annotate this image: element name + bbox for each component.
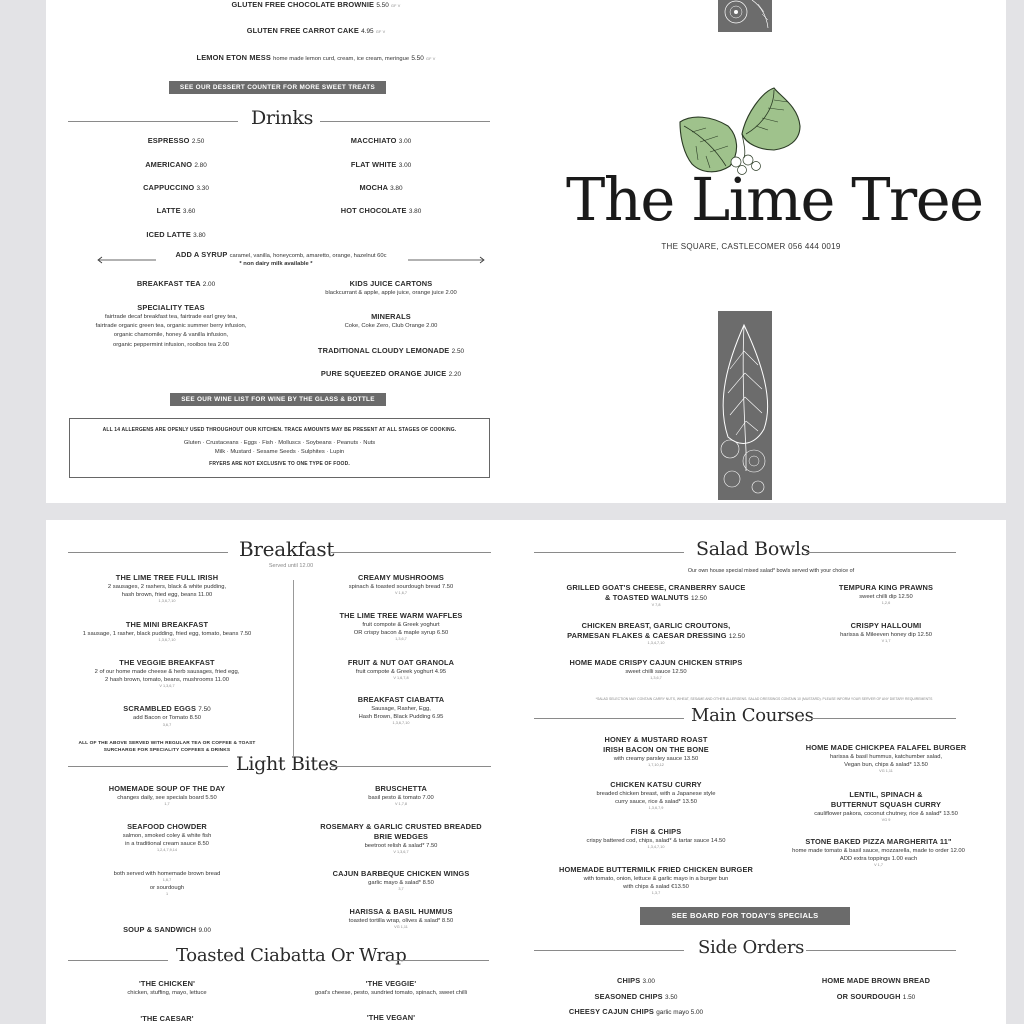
divider [68, 766, 228, 767]
menu-page-bottom [46, 520, 1006, 1024]
menu-item: ROSEMARY & GARLIC CRUSTED BREADED BRIE WEDGES beetroot relish & salad* 7.50 V 1,3,6,7 [320, 822, 482, 854]
drink-item: FLAT WHITE 3.00 [350, 160, 412, 169]
menu-item: SCRAMBLED EGGS 7.50 add Bacon or Tomato 8.50 3,6,7 [123, 704, 211, 727]
syrup-item: ADD A SYRUP caramel, vanilla, honeycomb, amaretto, orange, hazelnut 60c [175, 250, 387, 259]
section-title-ciabatta: Toasted Ciabatta Or Wrap [176, 945, 407, 966]
drink-item: ESPRESSO 2.50 [147, 136, 205, 145]
section-title-breakfast: Breakfast [239, 537, 335, 561]
section-title-salad-bowls: Salad Bowls [696, 538, 811, 560]
menu-item: HOMEMADE BUTTERMILK FRIED CHICKEN BURGER with tomato, onion, lettuce & garlic mayo in a burger bun with chips & salad €13.50 1,3,7 [558, 865, 754, 896]
drink-desc: organic peppermint infusion, rooibos tea 2.00 [112, 342, 229, 348]
menu-item: 'THE CHICKEN' chicken, stuffing, mayo, lettuce [127, 979, 207, 996]
divider [68, 552, 228, 553]
menu-item: HOME MADE CHICKPEA FALAFEL BURGER harissa & basil hummus, katchumber salad, Vegan bun, chips & salad* 13.50 VG 1,11 [805, 743, 967, 774]
menu-item: BREAKFAST CIABATTA Sausage, Rasher, Egg, Hash Brown, Black Pudding 6.95 1,3,6,7,10 [357, 695, 445, 726]
leaf-pattern-block-bottom [718, 311, 772, 500]
menu-item: GRILLED GOAT'S CHEESE, CRANBERRY SAUCE & TOASTED WALNUTS 12.50 V 7,8 [566, 583, 746, 608]
menu-item: STONE BAKED PIZZA MARGHERITA 11" home made tomato & basil sauce, mozzarella, made to order 12.00 ADD extra toppings 1.00 each V 1,7 [792, 837, 965, 868]
divider [68, 121, 238, 122]
menu-item: SEAFOOD CHOWDER salmon, smoked coley & white fish in a traditional cream sauce 8.50 1,2,4,7,9,14 [122, 822, 212, 853]
divider [320, 121, 490, 122]
brand-address: THE SQUARE, CASTLECOMER 056 444 0019 [661, 242, 841, 251]
divider [331, 552, 491, 553]
menu-item: 'THE CAESAR' [140, 1014, 194, 1023]
drink-item: MINERALS [371, 312, 411, 321]
menu-item: THE LIME TREE WARM WAFFLES fruit compote & Greek yoghurt OR crispy bacon & maple syrup 6.50 1,3,6,7 [339, 611, 463, 642]
wine-list-banner: SEE OUR WINE LIST FOR WINE BY THE GLASS & BOTTLE [170, 393, 386, 406]
menu-item: LENTIL, SPINACH & BUTTERNUT SQUASH CURRY cauliflower pakora, coconut chutney, rice & salad* 13.50 VG 9 [814, 790, 958, 822]
drink-item: MACCHIATO 3.00 [350, 136, 412, 145]
menu-item: GLUTEN FREE CARROT CAKE 4.95 GF V [246, 26, 386, 35]
menu-item: THE VEGGIE BREAKFAST 2 of our home made cheese & herb sausages, fried egg, 2 hash brown, tomato, beans, mushrooms 11.00 V 1,3,6,7 [94, 658, 240, 689]
section-title-main-courses: Main Courses [691, 705, 814, 726]
divider [534, 950, 684, 951]
menu-item: CREAMY MUSHROOMS spinach & toasted sourdough bread 7.50 V 1,6,7 [348, 573, 454, 595]
menu-item: 'THE VEGGIE' goat's cheese, pesto, sundried tomato, spinach, sweet chilli [314, 979, 468, 996]
menu-item: FRUIT & NUT OAT GRANOLA fruit compote & Greek yoghurt 4.95 V 1,6,7,8 [347, 658, 455, 680]
drink-item: MOCHA 3.80 [359, 183, 403, 192]
divider [534, 552, 684, 553]
menu-item: GLUTEN FREE CHOCOLATE BROWNIE 5.50 GF V [231, 0, 401, 9]
menu-item: HOMEMADE SOUP OF THE DAY changes daily, see specials board 5.50 1,7 [108, 784, 226, 806]
menu-item: LEMON ETON MESS home made lemon curd, cream, ice cream, meringue 5.50 GF V [196, 53, 436, 62]
salad-footnote: *SALAD SELECTION MAY CONTAIN CARRY NUTS, WHEAT, SESAME AND OTHER ALLERGENS. SALAD DRESSINGS CONTAIN 10 (MUSTARD). PLEASE INFORM YOUR SERVER OF ANY DIETARY REQUIREMENTS [595, 697, 933, 701]
menu-item: FISH & CHIPS crispy battered cod, chips, salad* & tartar sauce 14.50 1,3,4,7,10 [586, 827, 726, 849]
column-divider [293, 580, 294, 756]
drink-item: TRADITIONAL CLOUDY LEMONADE 2.50 [317, 346, 465, 355]
menu-item: both served with homemade brown bread 1,6,7 or sourdough 1 [113, 871, 221, 896]
non-dairy-note: * non dairy milk available * [239, 261, 313, 267]
drink-desc: fairtrade organic green tea, organic summer berry infusion, [95, 323, 247, 329]
allergen-line: ALL 14 ALLERGENS ARE OPENLY USED THROUGHOUT OUR KITCHEN. TRACE AMOUNTS MAY BE PRESENT AT ALL STAGES OF COOKING. [102, 427, 457, 433]
section-title-drinks: Drinks [251, 107, 314, 129]
menu-item: CRISPY HALLOUMI harissa & Mileeven honey dip 12.50 V 1,7 [840, 621, 932, 643]
brand-name: The Lime Tree [566, 165, 983, 234]
drink-item: HOT CHOCOLATE 3.80 [340, 206, 422, 215]
salad-intro: Our own house special mixed salad* bowls served with your choice of [687, 568, 855, 574]
drink-item: AMERICANO 2.80 [145, 160, 207, 169]
menu-item: HOME MADE CRISPY CAJUN CHICKEN STRIPS sweet chilli sauce 12.50 1,3,6,7 [569, 658, 743, 680]
specials-banner: SEE BOARD FOR TODAY'S SPECIALS [640, 907, 850, 925]
menu-item: CHICKEN BREAST, GARLIC CROUTONS, PARMESAN FLAKES & CAESAR DRESSING 12.50 1,3,4,7,10 [567, 621, 745, 646]
allergen-notice [69, 418, 490, 478]
menu-item: TEMPURA KING PRAWNS sweet chilli dip 12.50 1,2,6 [838, 583, 934, 605]
menu-item: OR SOURDOUGH 1.50 [836, 992, 916, 1001]
menu-item: 'THE VEGAN' [366, 1013, 416, 1022]
drink-desc: blackcurrant & apple, apple juice, orange juice 2.00 [325, 290, 457, 296]
allergen-line: Milk · Mustard · Sesame Seeds · Sulphites · Lupin [214, 449, 345, 455]
menu-item: HOME MADE BROWN BREAD [821, 976, 931, 985]
arrow-right-icon [408, 251, 486, 259]
menu-item: THE LIME TREE FULL IRISH 2 sausages, 2 rashers, black & white pudding, hash brown, fried egg, beans 11.00 1,3,6,7,10 [107, 573, 227, 604]
divider [331, 766, 491, 767]
drink-desc: Coke, Coke Zero, Club Orange 2.00 [344, 323, 438, 329]
section-title-light-bites: Light Bites [236, 753, 339, 775]
leaf-pattern-block-top [718, 0, 772, 32]
menu-item: SEASONED CHIPS 3.50 [594, 992, 678, 1001]
menu-item: CHIPS 3.00 [616, 976, 655, 985]
drink-item: CAPPUCCINO 3.30 [143, 183, 209, 192]
drink-item: LATTE 3.60 [156, 206, 196, 215]
menu-item: THE MINI BREAKFAST 1 sausage, 1 rasher, black pudding, fried egg, tomato, beans 7.50 1,3,6,7,10 [82, 620, 252, 642]
menu-page-top [46, 0, 1006, 503]
drink-item: ICED LATTE 3.80 [146, 230, 206, 239]
drink-item: PURE SQUEEZED ORANGE JUICE 2.20 [320, 369, 462, 378]
dessert-counter-banner: SEE OUR DESSERT COUNTER FOR MORE SWEET TREATS [169, 81, 386, 94]
menu-item: HONEY & MUSTARD ROAST IRISH BACON ON THE BONE with creamy parsley sauce 13.50 1,7,10,12 [603, 735, 709, 767]
menu-item: BRUSCHETTA basil pesto & tomato 7.00 V 1,7,8 [368, 784, 434, 806]
menu-item: SOUP & SANDWICH 9.00 [123, 925, 211, 934]
divider [811, 718, 956, 719]
divider [68, 960, 168, 961]
divider [806, 552, 956, 553]
allergen-line: Gluten · Crustaceans · Eggs · Fish · Molluscs · Soybeans · Peanuts · Nuts [183, 440, 376, 446]
served-until-note: Served until 12.00 [268, 563, 314, 569]
allergen-line: FRYERS ARE NOT EXCLUSIVE TO ONE TYPE OF FOOD. [209, 461, 350, 467]
section-title-side-orders: Side Orders [698, 937, 805, 958]
menu-item: CHEESY CAJUN CHIPS garlic mayo 5.00 [568, 1007, 704, 1016]
divider [806, 950, 956, 951]
drink-desc: fairtrade decaf breakfast tea, fairtrade earl grey tea, [104, 314, 238, 320]
divider [534, 718, 684, 719]
drink-item: SPECIALITY TEAS [137, 303, 205, 312]
drink-desc: organic chamomile, honey & vanilla infusion, [113, 332, 229, 338]
menu-item: HARISSA & BASIL HUMMUS toasted tortilla wrap, olives & salad* 8.50 VG 1,11 [348, 907, 454, 929]
divider [389, 960, 489, 961]
menu-item: CHICKEN KATSU CURRY breaded chicken breast, with a Japanese style curry sauce, rice & salad* 13.50 1,3,6,7,9 [596, 780, 716, 811]
drink-item: BREAKFAST TEA 2.00 [136, 279, 216, 288]
breakfast-footer: ALL OF THE ABOVE SERVED WITH REGULAR TEA OR COFFEE & TOAST SURCHARGE FOR SPECIALITY COFFEES & DRINKS [78, 741, 256, 753]
drink-item: KIDS JUICE CARTONS [349, 279, 433, 288]
arrow-left-icon [96, 251, 156, 259]
menu-item: CAJUN BARBEQUE CHICKEN WINGS garlic mayo & salad* 8.50 3,7 [332, 869, 470, 891]
